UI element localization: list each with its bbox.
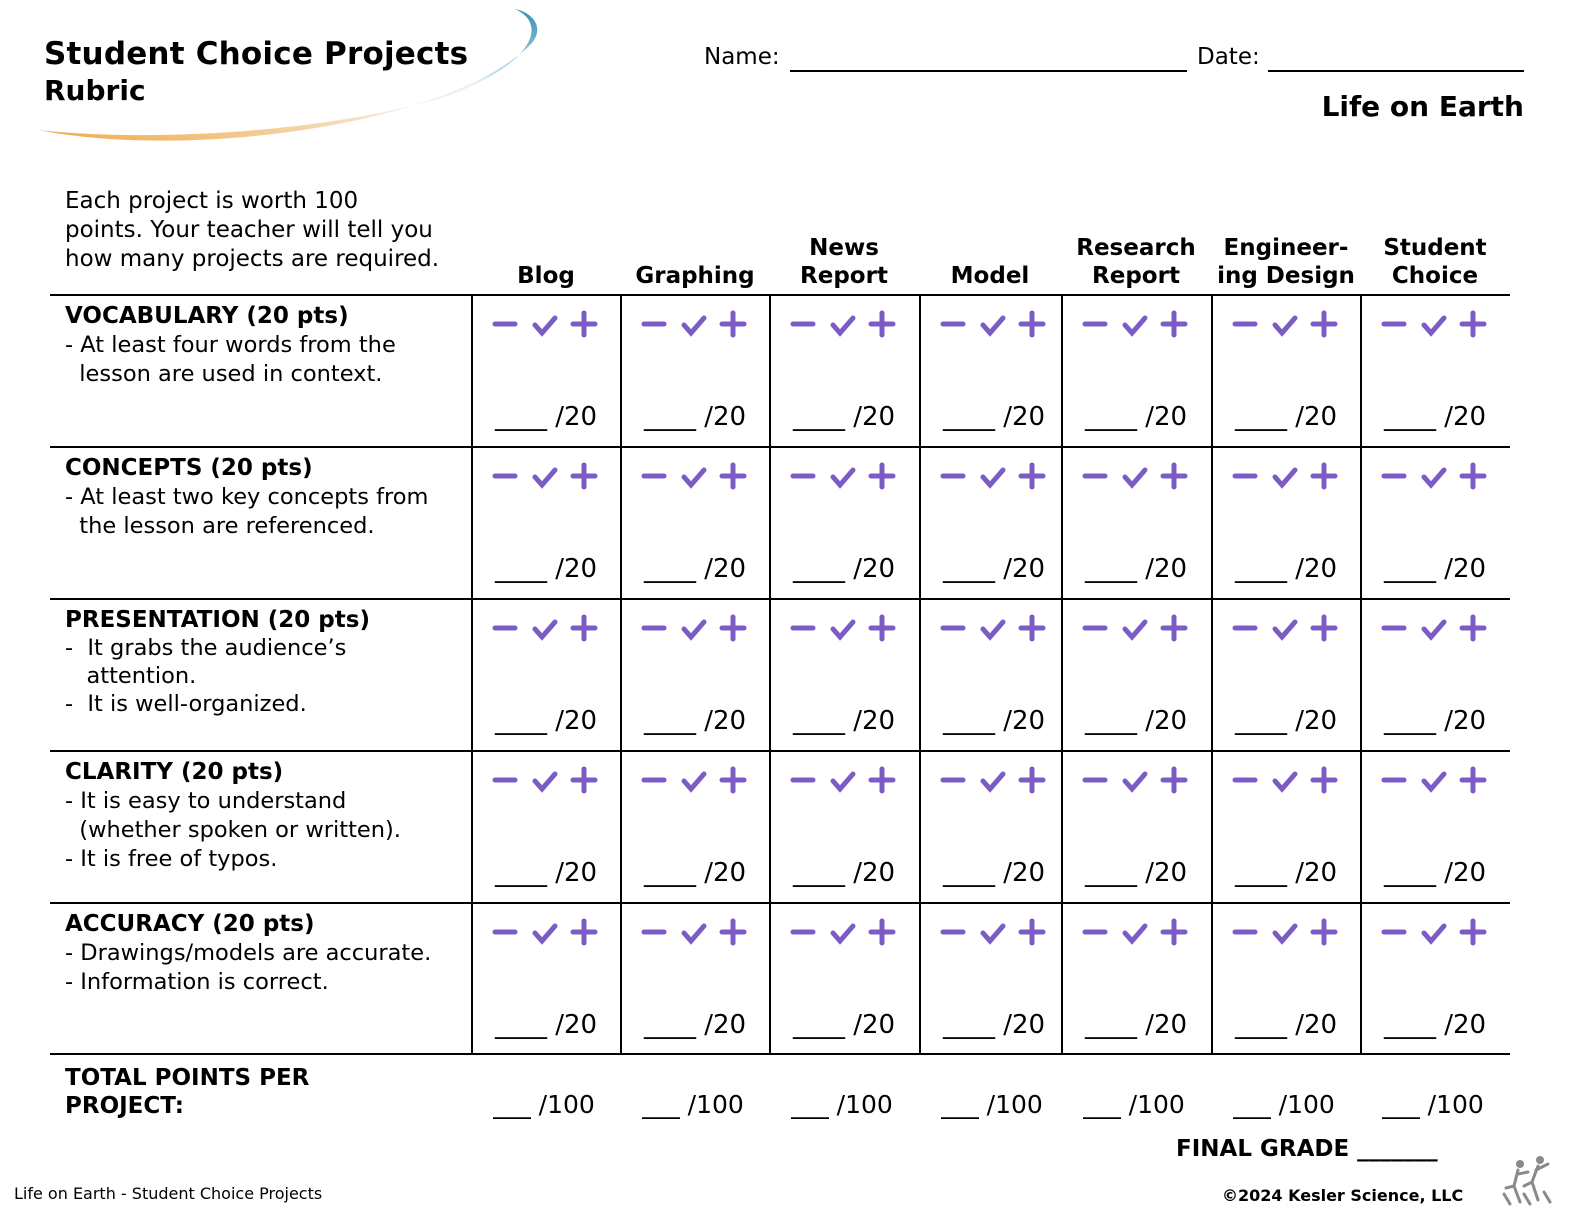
criterion-accuracy — [65, 910, 465, 997]
rating-marks[interactable] — [1231, 916, 1381, 950]
rating-marks[interactable] — [640, 308, 790, 342]
score-field[interactable]: ____ /20 — [792, 858, 896, 888]
table-rule — [50, 446, 1510, 448]
total-points-field[interactable]: ___ /100 — [791, 1090, 893, 1119]
column-header-line: Choice — [1391, 263, 1479, 289]
rating-marks[interactable] — [1081, 460, 1231, 494]
rating-marks[interactable] — [939, 612, 1089, 646]
check-icon — [1424, 470, 1444, 485]
criterion-line: - It is free of typos. — [65, 846, 278, 872]
rating-marks[interactable] — [789, 612, 939, 646]
column-header-student-choice — [1360, 232, 1510, 290]
rating-marks[interactable] — [1380, 460, 1530, 494]
score-field[interactable]: ____ /20 — [1084, 858, 1188, 888]
criterion-line: - Information is correct. — [65, 969, 329, 995]
criterion-title: VOCABULARY (20 pts) — [65, 303, 349, 329]
score-field[interactable]: ____ /20 — [1383, 1010, 1487, 1040]
score-field[interactable]: ____ /20 — [1234, 554, 1338, 584]
score-field[interactable]: ____ /20 — [1383, 858, 1487, 888]
check-icon — [983, 926, 1003, 941]
column-header-line: Blog — [517, 263, 575, 289]
check-icon — [535, 318, 555, 333]
column-header-blog — [471, 232, 621, 290]
score-field[interactable]: ____ /20 — [1234, 1010, 1338, 1040]
score-field[interactable]: ____ /20 — [942, 858, 1046, 888]
check-icon — [684, 318, 704, 333]
total-points-field[interactable]: ___ /100 — [1233, 1090, 1335, 1119]
table-rule — [50, 750, 1510, 752]
check-icon — [1275, 622, 1295, 637]
score-field[interactable]: ____ /20 — [1234, 706, 1338, 736]
total-points-field[interactable]: ___ /100 — [941, 1090, 1043, 1119]
criterion-vocabulary — [65, 302, 465, 389]
score-field[interactable]: ____ /20 — [643, 1010, 747, 1040]
name-field[interactable] — [790, 70, 1187, 72]
column-header-line: Report — [800, 263, 888, 289]
criterion-presentation — [65, 606, 465, 718]
column-header-model — [915, 232, 1065, 290]
rating-marks[interactable] — [1231, 308, 1381, 342]
column-header-news-report — [769, 232, 919, 290]
score-field[interactable]: ____ /20 — [1234, 402, 1338, 432]
check-icon — [1424, 926, 1444, 941]
column-header-line: Graphing — [635, 263, 755, 289]
score-field[interactable]: ____ /20 — [1383, 706, 1487, 736]
rating-marks[interactable] — [491, 916, 641, 950]
page-title: Student Choice Projects — [44, 36, 469, 72]
check-icon — [1125, 622, 1145, 637]
column-header-line: Student — [1383, 235, 1487, 261]
page-subtitle: Rubric — [44, 74, 146, 107]
score-field[interactable]: ____ /20 — [942, 402, 1046, 432]
check-icon — [983, 774, 1003, 789]
rating-marks[interactable] — [939, 308, 1089, 342]
score-field[interactable]: ____ /20 — [643, 402, 747, 432]
check-icon — [1424, 774, 1444, 789]
score-field[interactable]: ____ /20 — [1084, 554, 1188, 584]
rating-marks[interactable] — [1231, 764, 1381, 798]
column-header-line: Research — [1076, 235, 1196, 261]
check-icon — [535, 470, 555, 485]
rating-marks[interactable] — [491, 612, 641, 646]
score-field[interactable]: ____ /20 — [792, 1010, 896, 1040]
rating-marks[interactable] — [1380, 308, 1530, 342]
check-icon — [1275, 318, 1295, 333]
rating-marks[interactable] — [1081, 916, 1231, 950]
check-icon — [983, 318, 1003, 333]
total-points-field[interactable]: ___ /100 — [642, 1090, 744, 1119]
criterion-clarity — [65, 758, 465, 874]
rating-marks[interactable] — [1380, 764, 1530, 798]
total-points-field[interactable]: ___ /100 — [1083, 1090, 1185, 1119]
rating-marks[interactable] — [491, 460, 641, 494]
criterion-line: - It grabs the audience’s — [65, 635, 347, 661]
check-icon — [1125, 774, 1145, 789]
check-icon — [833, 622, 853, 637]
total-points-field[interactable]: ___ /100 — [1382, 1090, 1484, 1119]
column-header-graphing — [620, 232, 770, 290]
rating-marks[interactable] — [1231, 460, 1381, 494]
criterion-title: CONCEPTS (20 pts) — [65, 455, 313, 481]
check-icon — [535, 622, 555, 637]
score-field[interactable]: ____ /20 — [1383, 402, 1487, 432]
check-icon — [535, 774, 555, 789]
check-icon — [1125, 470, 1145, 485]
final-grade-field[interactable]: FINAL GRADE _______ — [1176, 1136, 1438, 1162]
intro-text — [65, 187, 470, 274]
table-rule — [50, 902, 1510, 904]
intro-line: Each project is worth 100 — [65, 188, 359, 214]
criterion-line: - It is easy to understand — [65, 788, 347, 814]
column-header-line: Report — [1092, 263, 1180, 289]
rating-marks[interactable] — [640, 612, 790, 646]
score-field[interactable]: ____ /20 — [1084, 402, 1188, 432]
criterion-line: attention. — [65, 663, 197, 689]
footer-unit-label: Life on Earth - Student Choice Projects — [14, 1184, 323, 1203]
criterion-title: PRESENTATION (20 pts) — [65, 607, 370, 633]
rating-marks[interactable] — [1081, 764, 1231, 798]
score-field[interactable]: ____ /20 — [1234, 858, 1338, 888]
criterion-line: - It is well-organized. — [65, 691, 307, 717]
intro-line: points. Your teacher will tell you — [65, 217, 433, 243]
date-field[interactable] — [1268, 70, 1524, 72]
total-label-line: TOTAL POINTS PER — [65, 1065, 310, 1091]
rating-marks[interactable] — [789, 460, 939, 494]
criterion-line: - Drawings/models are accurate. — [65, 940, 432, 966]
column-header-engineering-design — [1211, 232, 1361, 290]
table-rule — [50, 598, 1510, 600]
score-field[interactable]: ____ /20 — [1084, 706, 1188, 736]
criterion-concepts — [65, 454, 465, 541]
rating-marks[interactable] — [1231, 612, 1381, 646]
rating-marks[interactable] — [939, 916, 1089, 950]
column-header-line: News — [809, 235, 879, 261]
score-field[interactable]: ____ /20 — [494, 858, 598, 888]
check-icon — [833, 926, 853, 941]
check-icon — [833, 774, 853, 789]
check-icon — [684, 926, 704, 941]
column-header-line: ing Design — [1217, 263, 1355, 289]
table-rule — [50, 294, 1510, 296]
score-field[interactable]: ____ /20 — [494, 554, 598, 584]
score-field[interactable]: ____ /20 — [942, 554, 1046, 584]
column-header-line: Engineer- — [1223, 235, 1349, 261]
rating-marks[interactable] — [491, 764, 641, 798]
check-icon — [684, 622, 704, 637]
date-label: Date: — [1197, 44, 1260, 70]
criterion-line: - At least two key concepts from — [65, 484, 429, 510]
score-field[interactable]: ____ /20 — [494, 1010, 598, 1040]
unit-title: Life on Earth — [1321, 90, 1524, 123]
score-field[interactable]: ____ /20 — [643, 554, 747, 584]
score-field[interactable]: ____ /20 — [1383, 554, 1487, 584]
footer-copyright: ©2024 Kesler Science, LLC — [1222, 1186, 1464, 1205]
rating-marks[interactable] — [1081, 308, 1231, 342]
rating-marks[interactable] — [939, 764, 1089, 798]
kesler-science-logo — [1500, 1152, 1560, 1210]
score-field[interactable]: ____ /20 — [942, 1010, 1046, 1040]
table-rule — [50, 1053, 1510, 1055]
criterion-line: the lesson are referenced. — [65, 513, 375, 539]
check-icon — [1275, 470, 1295, 485]
criterion-title: CLARITY (20 pts) — [65, 759, 284, 785]
check-icon — [684, 774, 704, 789]
score-field[interactable]: ____ /20 — [494, 402, 598, 432]
total-label-line: PROJECT: — [65, 1093, 184, 1119]
check-icon — [1424, 318, 1444, 333]
column-header-research-report — [1061, 232, 1211, 290]
check-icon — [983, 470, 1003, 485]
check-icon — [833, 470, 853, 485]
check-icon — [833, 318, 853, 333]
intro-line: how many projects are required. — [65, 246, 440, 272]
criterion-line: - At least four words from the — [65, 332, 396, 358]
rating-marks[interactable] — [789, 916, 939, 950]
total-points-label — [65, 1064, 309, 1120]
score-field[interactable]: ____ /20 — [494, 706, 598, 736]
check-icon — [1125, 318, 1145, 333]
criterion-title: ACCURACY (20 pts) — [65, 911, 315, 937]
check-icon — [1125, 926, 1145, 941]
rating-marks[interactable] — [640, 764, 790, 798]
score-field[interactable]: ____ /20 — [643, 706, 747, 736]
rating-marks[interactable] — [1380, 916, 1530, 950]
criterion-line: lesson are used in context. — [65, 361, 383, 387]
rating-marks[interactable] — [640, 916, 790, 950]
score-field[interactable]: ____ /20 — [792, 402, 896, 432]
criterion-line: (whether spoken or written). — [65, 817, 401, 843]
name-label: Name: — [704, 44, 780, 70]
rating-marks[interactable] — [491, 308, 641, 342]
score-field[interactable]: ____ /20 — [643, 858, 747, 888]
total-points-field[interactable]: ___ /100 — [493, 1090, 595, 1119]
check-icon — [1275, 774, 1295, 789]
rating-marks[interactable] — [939, 460, 1089, 494]
rating-marks[interactable] — [1081, 612, 1231, 646]
check-icon — [1275, 926, 1295, 941]
rating-marks[interactable] — [789, 308, 939, 342]
rating-marks[interactable] — [1380, 612, 1530, 646]
rating-marks[interactable] — [789, 764, 939, 798]
score-field[interactable]: ____ /20 — [1084, 1010, 1188, 1040]
score-field[interactable]: ____ /20 — [792, 706, 896, 736]
rating-marks[interactable] — [640, 460, 790, 494]
score-field[interactable]: ____ /20 — [792, 554, 896, 584]
score-field[interactable]: ____ /20 — [942, 706, 1046, 736]
column-header-line: Model — [950, 263, 1030, 289]
check-icon — [1424, 622, 1444, 637]
check-icon — [535, 926, 555, 941]
check-icon — [684, 470, 704, 485]
check-icon — [983, 622, 1003, 637]
